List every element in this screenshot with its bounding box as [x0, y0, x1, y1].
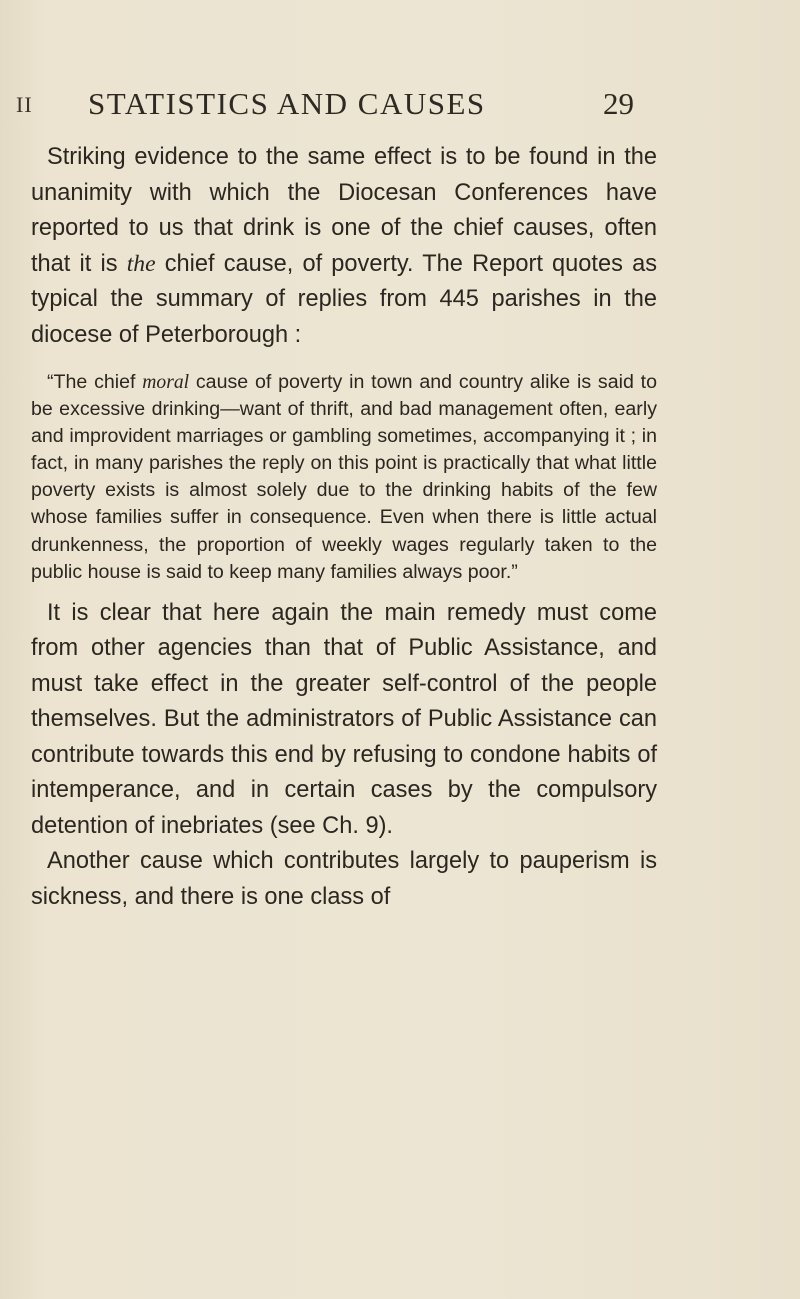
paragraph-1-text-b: chief cause, of poverty. The Report quotes as typical the summary of replies from 445 parishes in the diocese of Peterborough :: [31, 250, 657, 348]
paragraph-2: It is clear that here again the main remedy must come from other agencies than that of Public Assistance, and must take effect in the greater self-control of the people themselves. But the administrators of Public Assistance can contribute towards this end by refusing to condone habits of intemperance, and in certain cases by the compulsory detention of inebriates (see Ch. 9).: [31, 599, 657, 839]
paragraph-1-emphasis: the: [126, 250, 156, 277]
paragraph-1-text-a: Striking evidence to the same effect is to be found in the unanimity with which the Diocesan Conferences have reported to us that drink is one of the chief causes, often that it is: [31, 144, 657, 277]
quotation-text-a: “The chief: [47, 371, 143, 393]
body-text: [31, 140, 657, 915]
quotation-emphasis: moral: [142, 372, 190, 393]
quotation: [31, 369, 657, 586]
chapter-number: II: [16, 92, 33, 117]
paragraph-3: Another cause which contributes largely to pauperism is sickness, and there is one class of: [31, 848, 657, 910]
page-number: 29: [603, 86, 634, 121]
running-title: STATISTICS AND CAUSES: [88, 86, 486, 121]
quotation-text-b: cause of poverty in town and country alike is said to be excessive drinking—want of thrift, and bad management often, early and improvident marriages or gambling sometimes, accompanying it ; in fact, in many parishes the reply on this point is practically that what little poverty exists is almost solely due to the drinking habits of the few whose families suffer in consequence. Even when there is little actual drunkenness, the proportion of weekly wages regularly taken to the public house is said to keep many families always poor.”: [31, 371, 657, 583]
running-header: [0, 86, 800, 126]
paragraph-1: [31, 140, 657, 353]
